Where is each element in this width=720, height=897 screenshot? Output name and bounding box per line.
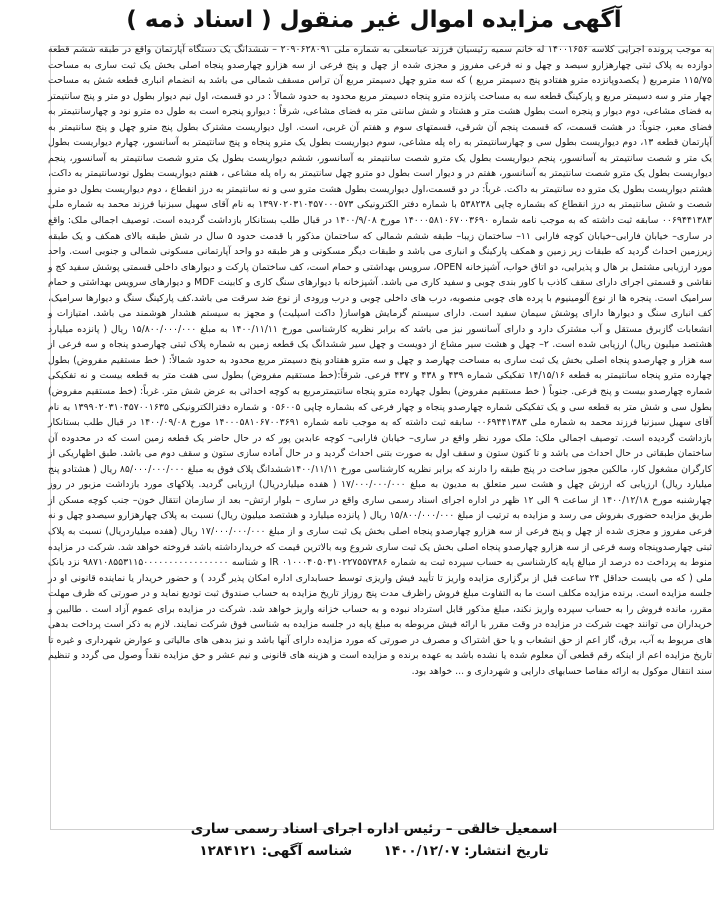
notice-title: آگهی مزایده اموال غیر منقول ( اسناد ذمه ) — [126, 7, 622, 33]
publication-info — [30, 841, 718, 861]
notice-page — [30, 0, 718, 878]
notice-body: به موجب پرونده اجرایی کلاسه ۱۴۰۰۱۶۵۶ له خانم سمیه رئیسیان فرزند عباسعلی به شماره ملی ۲۰۹۰۶۲۸۰۹۱ – ششدانگ یک دستگاه آپارتمان واقع در طبقه ششم قطعه دوازده به پلاک ثبتی چهارهزارو سیصد و چهل و نه فرعی مفروز و مجزی شده از چهل و پنج فرعی از سه هزارو چهارصدو پنجاه اصلی بخش یک ثبت ساری به مساحت ۱۱۵/۷۵ مترمربع ( یکصدوپانزده مترو هفتادو پنج دسیمتر مربع ) که سه مترو چهل دسیمتر مربع آن تراس مسقف شمالی می باشد به انضمام انباری قطعه شش به مساحت چهار متر و سه دسیمتر مربع و پارکینگ قطعه سه به مساحت پانزده مترو پنجاه دسیمتر مربع محدود به حدود شمالاً : در دو قسمت، اول نیم دیوار بطول دو متر و پنج سانتیمتر به فضای مشاعی، دوم دیوار و پنجره است بطول هشت متر و هشتاد و شش سانتی متر به فضای مشاعی، شرقاً : دیوارو پنجره است به طول ده مترو نود و چهارسانتیمتر به فضای معبر، جنوباً: در هشت قسمت، که قسمت پنجم آن شرقی، قسمتهای سوم و هفتم آن غربی، است. اول دیواریست مشترک بطول پنج مترو چهل و پنج سانتیمتر به آپارتمان قطعه ۱۳، دوم دیواریست بطول سی و چهارسانتیمتر به راه پله مشاعی، سوم دیواریست بطول یک مترو پنجاه و پنج سانتیمتر به آسانسور، چهارم دیواریست بطول یک متر و شصت سانتیمتر به آسانسور، پنجم دیواریست بطول یک مترو شصت سانتیمتر به آسانسور، ششم دیواریست بطول یک مترو شصت سانتیمتر به آسانسور، پنجم دیواریست بطول یک مترو شصت سانتیمتر به آسانسور، هفتم در و دیوار است بطول دو مترو چهل سانتیمتر به راه پله مشاعی ، هفتم دیواریست بطول نودسانتیمتر به داکت، هشتم دیواریست بطول یک مترو ده سانتیمتر به داکت. غرباً: در دو قسمت،اول دیواریست بطول هشت مترو سی و نه سانتیمتر به درز انقطاع ، دوم دیواریست بطول دو مترو شصت و شش سانتیمتر به درز انقطاع که بشماره چاپی ۵۳۸۲۳۸ با شماره دفتر الکترونیکی ۱۳۹۷۰۲۰۳۱۰۴۵۷۰۰۰۵۷۳ به نام آقای سهیل سبزنیا فرزند محمد به شماره ملی ۰۰۶۹۴۴۱۳۸۳ سابقه ثبت داشته که به موجب نامه شماره ۱۴۰۰۰۵۸۱۰۶۷۰۰۳۶۹۰ مورخ ۱۴۰۰/۹/۰۸ در قبال طلب بستانکار بازداشت گردیده است. توصیف اجمالی ملک: واقع در ساری– خیابان فارابی–خیابان کوچه فارابی ۱۱– ساختمان زیبا– طبقه ششم شمالی که ساختمان مذکور با قدمت حدود ۵ سال در شش طبقه بالای همکف و یک طبقه زیرزمین احداث گردید که طبقات زیر زمین و همکف پارکینگ و انباری می باشد و طبقات دیگر مسکونی و هر طبقه دو واحد آپارتمانی مسکونی شمالی و جنوبی است. واحد مورد ارزیابی مشتمل بر هال و پذیرایی، دو اتاق خواب، آشپزخانه OPEN، سرویس بهداشتی و حمام است، کف ساختمان پارکت و دیوارهای داخلی قسمتی پوشش سفید کج و نقاشی و قسمتی اجرای دارای سقف کاذب با کاور بندی چوبی و سفید کاری می باشد. آشپزخانه با دیوارهای سنگ کاری و کابینت MDF و دیوارهای سرویس بهداشتی و حمام سرامیک است. پنجره ها از نوع آلومینیوم با پرده های چوبی منصوبه، درب های داخلی چوبی و درب ورودی از نوع ضد سرقت می باشد.کف پارکینگ سنگ و دیوارها سرامیک، کف انباری سنگ و دیوارها دارای پوشش سیمان سفید است. دارای سیستم گرمایش هواساز( داکت اسپلیت) و مجهز به سیستم هشدار هوشمند می باشد. امتیازات و انشعابات گازبرق مستقل و آب مشترک دارد و دارای آسانسور نیز می باشد که برابر نظریه کارشناسی مورخ ۱۴۰۰/۱۱/۱۱ به مبلغ ۱۵/۸۰۰/۰۰۰/۰۰۰ ریال ( پانزده میلیارد هشتصد میلیون ریال) ارزیابی شده است. ۲– چهل و هشت سیر مشاع از دویست و چهل سیر ششدانگ یک قطعه زمین به شماره پلاک ثبتی چهارصدو پنجاه و سه فرعی از سه هزار و چهارصدو پنجاه اصلی بخش یک ثبت ساری به مساحت چهارصد و چهل و سه مترو هفتادو پنج دسیمتر مربع محدود به حدود شمالاً: ( خط مستقیم مفروض) بطول چهارده مترو پنجاه سانتیمتر به قطعه ۱۴/۱۵/۱۶ تفکیکی شماره ۴۳۹ و ۴۳۸ و ۴۳۷ فرعی. شرقاً:(خط مستقیم مفروض) بطول سی هفت متر به قطعه بیست و نه تفکیکی شماره چهارصدو بیست و پنج فرعی. جنوباً ( خط مستقیم مفروض) بطول چهارده مترو پنجاه سانتیمترمربع به کوچه احداثی به عرض شش متر. غرباً: (خط مستقیم مفروض) بطول سی و شش متر به قطعه سی و یک تفکیکی شماره چهارصدو پنجاه و چهار فرعی که بشماره چاپی ۰۵۶۰۰۵ و شماره دفترالکترونیکی ۱۳۹۹۰۲۰۳۱۰۴۵۷۰۰۱۶۳۵ به نام آقای سهیل سبزنیا فرزند محمد به شماره ملی ۰۰۶۹۴۴۱۳۸۳ سابقه ثبت داشته که به موجب نامه شماره ۱۴۰۰۰۵۸۱۰۶۷۰۰۳۶۹۱ مورخ ۱۴۰۰/۰۹/۰۸ در قبال طلب بستانکار بازداشت گردیده است. توصیف اجمالی ملک: ملک مورد نظر واقع در ساری– خیابان فارابی– کوچه عابدین پور که در حال حاضر یک قطعه زمین است که در محدوده آن ساختمان طبقاتی در حال احداث می باشد و تا کنون ستون و سقف اول به صورت بتنی احداث گردید و در حال آماده سازی ستون و سقف دوم می باشد. طبق اظهاریکی از کارگران مشغول کار، مالکین مجوز ساخت در پنج طبقه را دارند که برابر نظریه کارشناسی مورخ ۱۴۰۰/۱۱/۱۱ششدانگ پلاک فوق به مبلغ ۸۵/۰۰۰/۰۰۰/۰۰۰ ریال ( هشتادو پنج میلیارد ریال) ارزیابی که ارزش چهل و هشت سیر متعلق به مدیون به مبلغ ۱۷/۰۰۰/۰۰۰/۰۰۰ ( هفده میلیاردریال) ارزیابی گردید. پلاکهای مورد بازداشت مزبور در روز چهارشنبه مورخ ۱۴۰۰/۱۲/۱۸ از ساعت ۹ الی ۱۲ ظهر در اداره اجرای اسناد رسمی ساری واقع در ساری – بلوار ارتش– بعد از سازمان انتقال خون– جنب کوچه مسکن از طریق مزایده حضوری بفروش می رسد و مزایده به ترتیب از مبلغ ۱۵/۸۰۰/۰۰۰/۰۰۰ ریال ( پانزده میلیارد و هشتصد میلیون ریال) نسبت به پلاک چهارهزارو سیصدو چهل و نه فرعی مفروز و مجزی شده از چهل و پنج فرعی از سه هزارو چهارصدو پنجاه اصلی بخش یک ثبت ساری و از مبلغ ۱۷/۰۰۰/۰۰۰/۰۰۰ ریال (هفده میلیاردریال) نسبت به پلاک ثبتی چهارصدوپنجاه وسه فرعی از سه هزارو چهارصدو پنجاه اصلی بخش یک ثبت ساری شروع وبه بالاترین قیمت که خریدارداشته باشد فروخته خواهد شد. شرکت در مزایده منوط به پرداخت ده درصد از مبالغ پایه کارشناسی به حساب سپرده ثبت به شماره ۰۱۰۰۰۴۰۵۰۳۱۰۲۲۷۵۵۷۳۸۶ IR و شناسه ۹۸۷۱۰۸۵۵۳۱۱۵۰۰۰۰۰۰۰۰۰۰۰۰۰۰۰۰۰ نزد بانک ملی ( که می بایست حداقل ۲۴ ساعت قبل از برگزاری مزایده واریز تا تأیید فیش واریزی توسط حسابداری اداره امکان پذیر گردد ) و حضور خریدار یا نماینده قانونی او در جلسه مزایده است. برنده مزایده مکلف است ما به التفاوت مبلغ فروش راظرف مدت پنج روزاز تاریخ مزایده به حساب صندوق ثبت تودیع نماید و در صورتی که ظرف مهلت مقرر، مانده فروش را به حساب سپرده واریز نکند، مبلغ مذکور قابل استرداد نبوده و به حساب خزانه واریز خواهد شد. شرکت در مزایده برای عموم آزاد است . طالبین و خریداران می توانند جهت شرکت در مزایده در وقت مقرر با ارائه فیش مربوطه به مبلغ پایه در جلسه مزایده به شناسی فوق شرکت نمایند. لازم به ذکر است پرداخت بدهی های مربوط به آب، برق، گاز اعم از حق انشعاب و یا حق اشتراک و مصرف در صورتی که مورد مزایده دارای آنها باشد و نیز بدهی های مالیاتی و عوارض شهرداری و غیره تا تاریخ مزایده اعم از اینکه رقم قطعی آن معلوم شده یا نشده باشد به عهده برنده و مزایده است و هزینه های قانونی و نیم عشر و حق مزایده نقداً وصول می گردد و تنظیم سند انتقال موکول به ارائه مفاصا حسابهای دارایی و شهرداری و ... خواهد بود. — [48, 44, 713, 677]
signature-line: اسمعیل خالقی – رئیس اداره اجرای اسناد رسمی ساری — [190, 821, 558, 837]
notice-id: شناسه آگهی: ۱۲۸۴۱۲۱ — [199, 843, 353, 859]
publish-date: تاریخ انتشار: ۱۴۰۰/۱۲/۰۷ — [383, 843, 549, 859]
